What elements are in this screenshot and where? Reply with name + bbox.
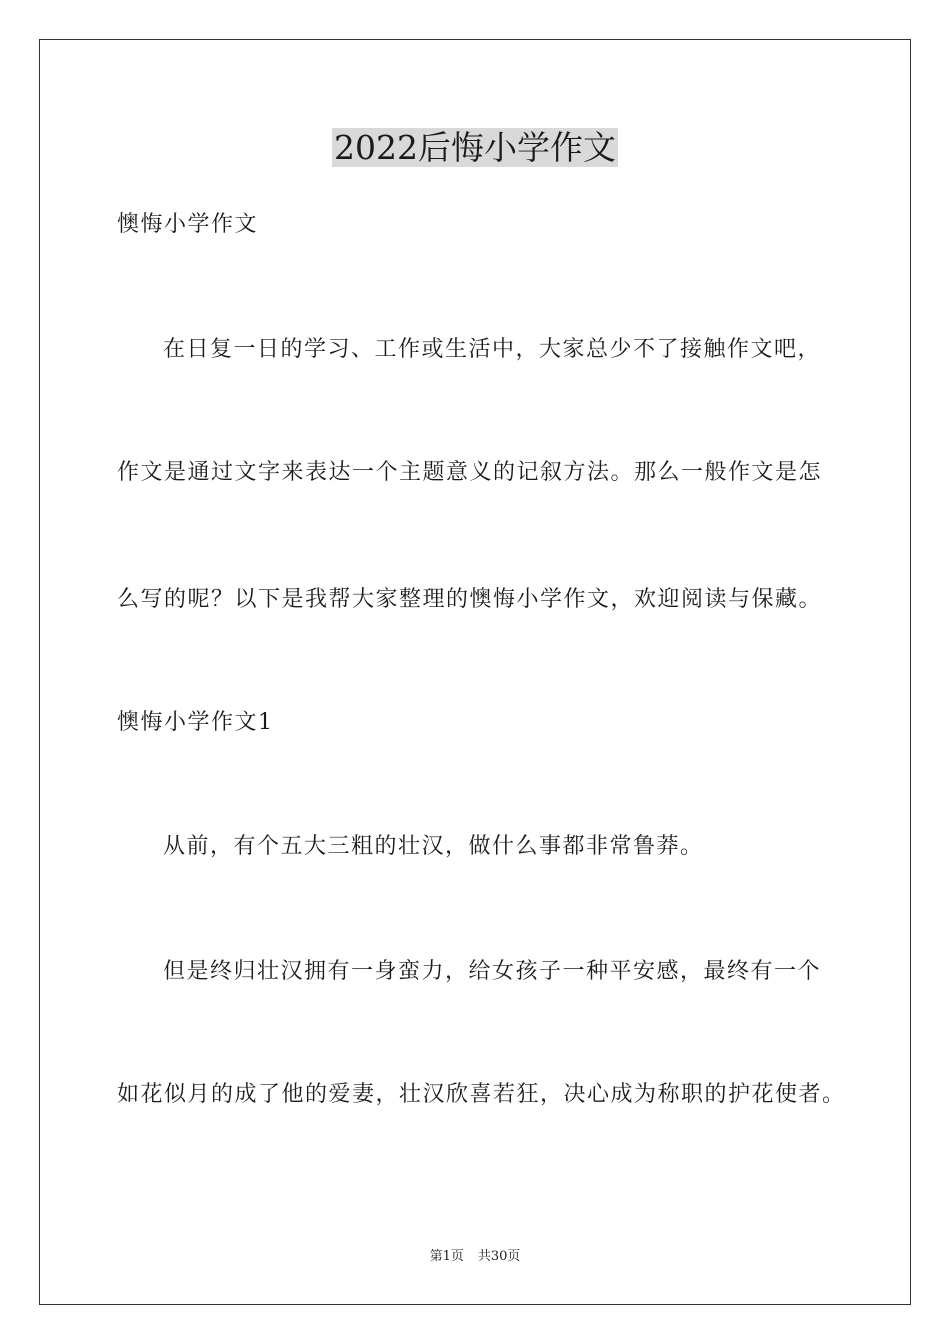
paragraph-line-5: 但是终归壮汉拥有一身蛮力，给女孩子一种平安感，最终有一个 bbox=[163, 959, 822, 984]
paragraph-line-6: 如花似月的成了他的爱妻，壮汉欣喜若狂，决心成为称职的护花使者。 bbox=[117, 1082, 846, 1107]
subtitle: 懊悔小学作文 bbox=[117, 212, 259, 237]
page-number: 第1页 bbox=[429, 1249, 464, 1264]
paragraph-line-1: 在日复一日的学习、工作或生活中，大家总少不了接触作文吧， bbox=[163, 337, 822, 362]
document-title bbox=[0, 126, 950, 170]
section-heading: 懊悔小学作文1 bbox=[117, 710, 274, 735]
paragraph-line-3: 么写的呢？以下是我帮大家整理的懊悔小学作文，欢迎阅读与保藏。 bbox=[117, 587, 823, 612]
page-total: 共30页 bbox=[477, 1249, 521, 1264]
page-footer bbox=[0, 1248, 950, 1266]
paragraph-line-4: 从前，有个五大三粗的壮汉，做什么事都非常鲁莽。 bbox=[163, 834, 704, 859]
paragraph-line-2: 作文是通过文字来表达一个主题意义的记叙方法。那么一般作文是怎 bbox=[117, 460, 823, 485]
title-text: 2022后悔小学作文 bbox=[334, 128, 616, 167]
